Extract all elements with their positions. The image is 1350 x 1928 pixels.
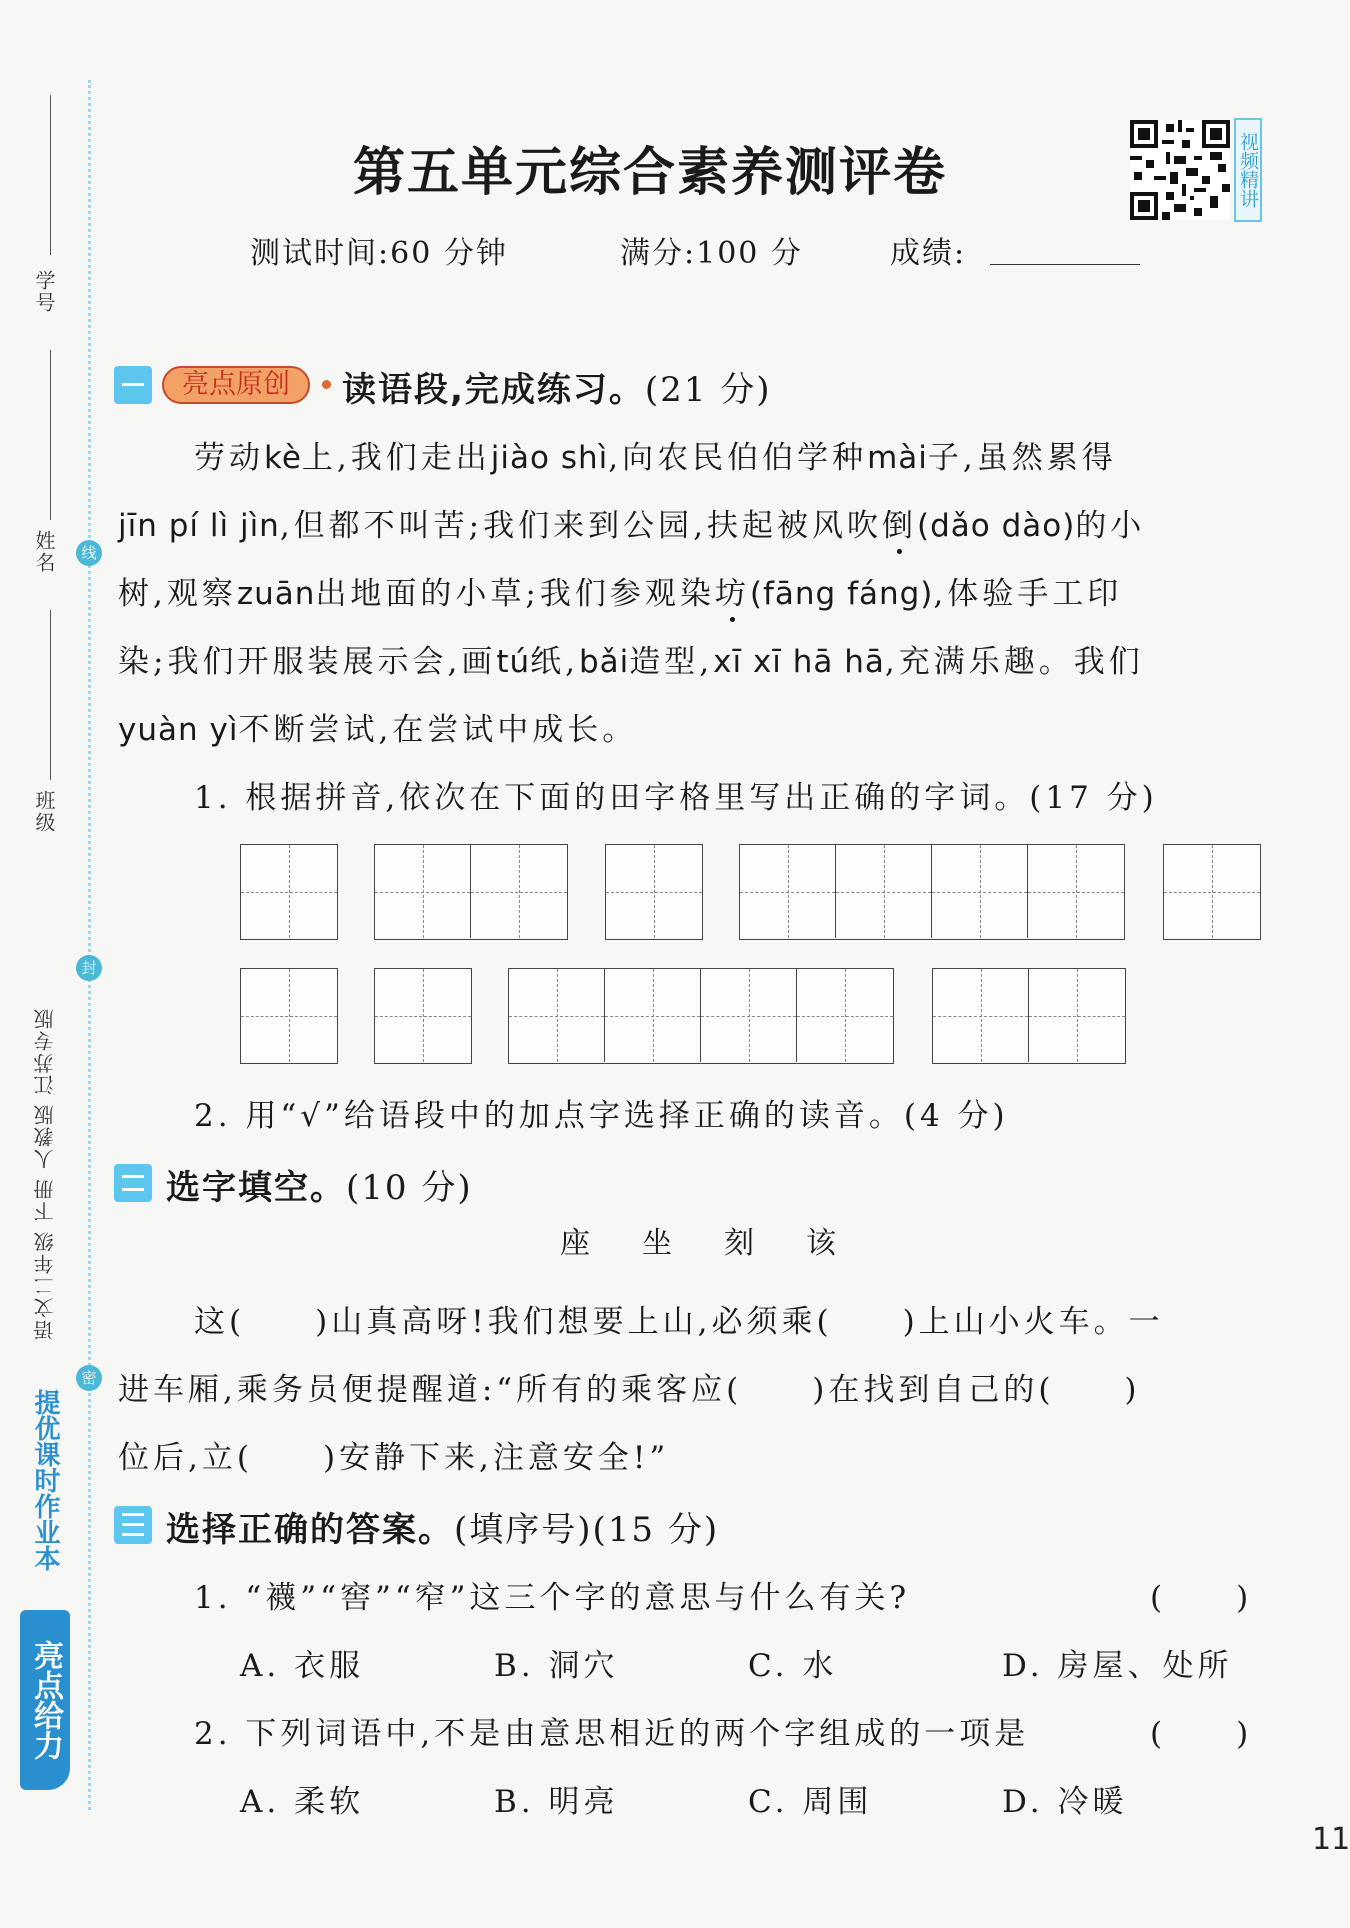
student-no-blank	[50, 95, 51, 255]
fill-line-3[interactable]: 位后,立( )安静下来,注意安全!”	[118, 1440, 670, 1476]
book-info-label: 语文二年级 下册 人教版 江苏专版	[33, 1006, 57, 1340]
qr-code-icon[interactable]	[1130, 118, 1230, 222]
option-q1-c[interactable]: C. 水	[748, 1648, 838, 1684]
page-number: 11	[1312, 1822, 1350, 1857]
class-blank	[50, 610, 51, 780]
class-label: 班级	[32, 790, 56, 834]
option-q1-b[interactable]: B. 洞穴	[494, 1648, 619, 1684]
option-q1-a[interactable]: A. 衣服	[240, 1648, 365, 1684]
student-no-label: 学号	[32, 270, 56, 314]
section-two-title-text: 选字填空。	[166, 1168, 346, 1208]
question-3-1: 1. “襪”“窖”“窄”这三个字的意思与什么有关?	[194, 1580, 911, 1616]
section-three-title	[166, 1502, 719, 1551]
brand-name-text: 亮点给力	[20, 1610, 70, 1790]
writing-grid-4[interactable]	[739, 844, 1125, 940]
question-3-2: 2. 下列词语中,不是由意思相近的两个字组成的一项是	[194, 1716, 1030, 1752]
choice-word: 该	[806, 1226, 836, 1261]
answer-paren-1[interactable]: ( )	[1150, 1580, 1253, 1616]
passage-line-2: jīn pí lì jìn,但都不叫苦;我们来到公园,扶起被风吹倒(dǎo dào)的小	[118, 508, 1146, 544]
passage-line-3: 树,观察zuān出地面的小草;我们参观染坊(fāng fáng),体验手工印	[118, 576, 1123, 612]
original-tag: 亮点原创	[162, 366, 310, 404]
page-title: 第五单元综合素养测评卷	[352, 142, 947, 203]
full-score: 满分:100 分	[620, 236, 803, 271]
score-label: 成绩:	[890, 236, 967, 271]
name-blank	[50, 350, 51, 520]
section-one-points: (21 分)	[644, 370, 772, 410]
option-q2-a[interactable]: A. 柔软	[240, 1784, 365, 1820]
seal-line-mark: 线	[76, 540, 102, 566]
tag-dot	[322, 380, 331, 389]
option-q2-b[interactable]: B. 明亮	[494, 1784, 619, 1820]
seal-ref-mark: 密	[76, 1365, 102, 1391]
section-two-marker	[114, 1164, 152, 1202]
series-brand	[20, 1360, 70, 1790]
section-three-title-text: 选择正确的答案。	[166, 1510, 454, 1550]
choice-word: 刻	[724, 1226, 754, 1261]
option-q2-c[interactable]: C. 周围	[748, 1784, 873, 1820]
passage-line-5: yuàn yì不断尝试,在尝试中成长。	[118, 712, 638, 748]
option-q1-d[interactable]: D. 房屋、处所	[1002, 1648, 1233, 1684]
choice-words	[560, 1218, 888, 1262]
section-two-points: (10 分)	[346, 1168, 473, 1208]
score-blank[interactable]	[990, 264, 1140, 265]
passage-line-4: 染;我们开服装展示会,画tú纸,bǎi造型,xī xī hā hā,充满乐趣。我们	[118, 644, 1144, 680]
seal-seal-mark: 封	[76, 955, 102, 981]
writing-grid-1[interactable]	[240, 844, 338, 940]
section-one-title	[342, 362, 772, 411]
writing-grid-5[interactable]	[1163, 844, 1261, 940]
answer-paren-2[interactable]: ( )	[1150, 1716, 1253, 1752]
brand-series-text: 提优课时作业本	[30, 1389, 60, 1571]
writing-grid-6[interactable]	[240, 968, 338, 1064]
choice-word: 座	[560, 1226, 590, 1261]
writing-grid-2[interactable]	[374, 844, 568, 940]
option-q2-d[interactable]: D. 冷暖	[1002, 1784, 1128, 1820]
question-1-2: 2. 用“√”给语段中的加点字选择正确的读音。(4 分)	[194, 1098, 1009, 1134]
dotted-char-dao: 倒	[881, 508, 917, 544]
section-one-title-text: 读语段,完成练习。	[342, 370, 645, 410]
question-1-1: 1. 根据拼音,依次在下面的田字格里写出正确的字词。(17 分)	[194, 780, 1158, 816]
choice-word: 坐	[642, 1226, 672, 1261]
writing-grid-3[interactable]	[605, 844, 703, 940]
passage-line-1: 劳动kè上,我们走出jiào shì,向农民伯伯学种mài子,虽然累得	[194, 440, 1117, 476]
video-explain-label[interactable]: 视频精讲	[1234, 118, 1262, 222]
writing-grid-8[interactable]	[508, 968, 894, 1064]
section-three-points: (填序号)(15 分)	[454, 1510, 720, 1550]
dotted-char-fang: 坊	[714, 576, 750, 612]
binding-dotted-line	[88, 80, 91, 1810]
section-three-marker	[114, 1506, 152, 1544]
name-label: 姓名	[32, 530, 56, 574]
fill-line-1[interactable]: 这( )山真高呀!我们想要上山,必须乘( )上山小火车。一	[194, 1304, 1164, 1340]
writing-grid-9[interactable]	[932, 968, 1126, 1064]
section-one-marker	[114, 366, 152, 404]
test-time: 测试时间:60 分钟	[250, 236, 508, 271]
fill-line-2[interactable]: 进车厢,乘务员便提醒道:“所有的乘客应( )在找到自己的( )	[118, 1372, 1141, 1408]
writing-grid-7[interactable]	[374, 968, 472, 1064]
section-two-title	[166, 1160, 473, 1209]
